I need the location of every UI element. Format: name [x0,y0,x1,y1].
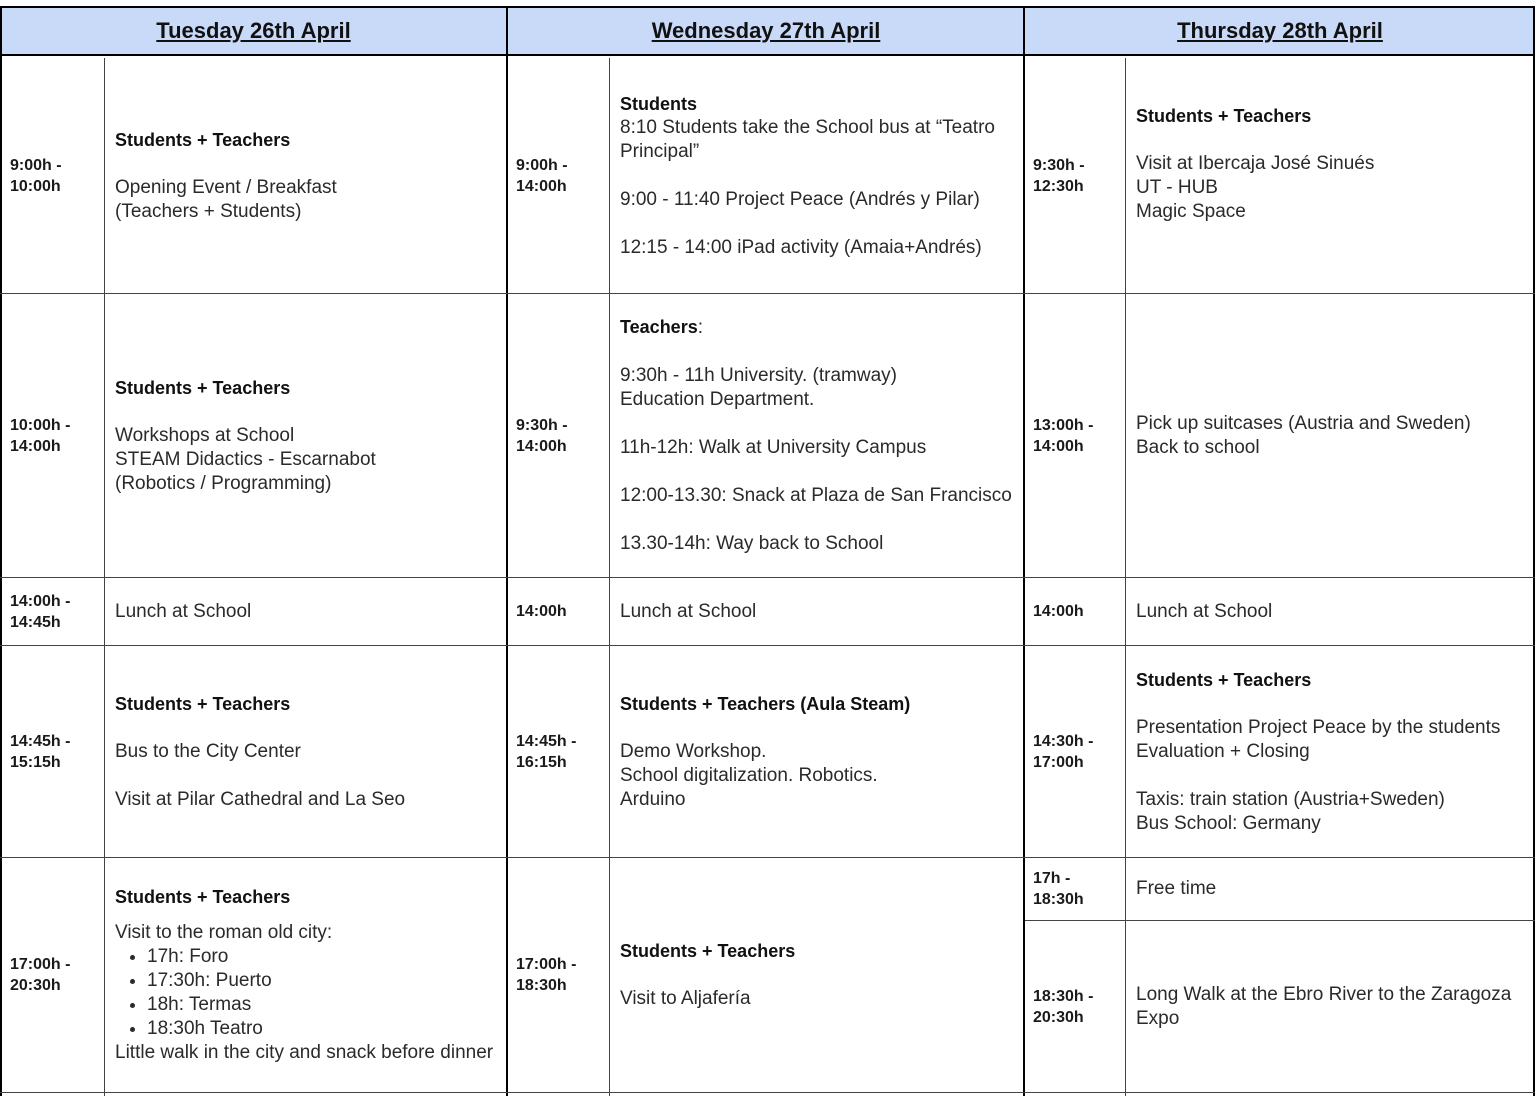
border-right [1533,6,1535,1096]
tue-r1-content: Students + Teachers Opening Event / Breakfast (Teachers + Students) [115,129,337,222]
header-tuesday: Tuesday 26th April [0,6,507,56]
thu-r5b-content: Long Walk at the Ebro River to the Zaragoza Expo [1136,983,1512,1029]
header-thursday: Thursday 28th April [1025,6,1535,56]
wed-r2-content: Teachers: 9:30h - 11h University. (tramway) Education Department. 11h-12h: Walk at University Campus 12:00-13.30: Snack at Plaza de San Francisco 13.30-14h: Way back to School [620,317,1012,554]
row-line-5 [0,1092,1535,1093]
tue-r1-time: 9:00h - 10:00h [10,156,62,195]
tue-r2-content: Students + Teachers Workshops at School STEAM Didactics - Escarnabot (Robotics / Programming) [115,377,376,494]
tue-r4-time: 14:45h - 15:15h [10,732,71,771]
tue-r5-time: 17:00h - 20:30h [10,956,71,994]
thu-r2-time: 13:00h - 14:00h [1033,416,1094,455]
header-wednesday: Wednesday 27th April [507,6,1025,56]
tue-r2-time: 10:00h - 14:00h [10,416,71,455]
wed-r5-content: Students + Teachers Visit to Aljafería [620,941,796,1009]
list-item: • 17h: Foro [147,945,496,969]
wed-r4-time: 14:45h - 16:15h [516,732,577,771]
thu-r3-time: 14:00h [1033,603,1084,620]
tue-r5-content: Students + Teachers Visit to the roman old city: • 17h: Foro • 17:30h: Puerto • 18h: Termas • 18:30h Teatro Little walk in the city and snack before dinner [105,858,506,1092]
wed-r2-time: 9:30h - 14:00h [516,416,568,455]
list-item: • 18h: Termas [147,993,496,1017]
list-item: • 18:30h Teatro [147,1017,496,1041]
thu-r5a-content: Free time [1136,878,1217,899]
thu-r3-content: Lunch at School [1136,600,1273,622]
tue-r3-time: 14:00h - 14:45h [10,592,71,631]
wed-r3-time: 14:00h [516,603,567,620]
schedule-table [0,6,1538,1096]
thu-r4-time: 14:30h - 17:00h [1033,732,1094,771]
thu-r5b-time: 18:30h - 20:30h [1033,987,1094,1026]
list-item: • 17:30h: Puerto [147,969,496,993]
wed-r3-content: Lunch at School [620,600,757,622]
wed-r5-time: 17:00h - 18:30h [516,956,577,994]
thu-r4-content: Students + Teachers Presentation Project Peace by the students Evaluation + Closing Taxis: train station (Austria+Sweden) Bus School: Germany [1136,669,1501,834]
thu-r1-content: Students + Teachers Visit at Ibercaja José Sinués UT - HUB Magic Space [1136,105,1375,222]
thu-r1-time: 9:30h - 12:30h [1033,156,1085,195]
wed-r1-content: Students 8:10 Students take the School bus at “Teatro Principal” 9:00 - 11:40 Project Peace (Andrés y Pilar) 12:15 - 14:00 iPad activity (Amaia+Andrés) [620,93,995,258]
wed-r1-time: 9:00h - 14:00h [516,156,568,195]
thu-r2-content: Pick up suitcases (Austria and Sweden) Back to school [1136,412,1471,458]
tue-r4-content: Students + Teachers Bus to the City Center Visit at Pilar Cathedral and La Seo [115,693,406,810]
tue-r3-content: Lunch at School [115,600,252,622]
wed-r4-content: Students + Teachers (Aula Steam) Demo Workshop. School digitalization. Robotics. Arduino [620,693,911,810]
thu-r5a-time: 17h - 18:30h [1033,870,1084,908]
roman-city-list [115,945,496,1041]
